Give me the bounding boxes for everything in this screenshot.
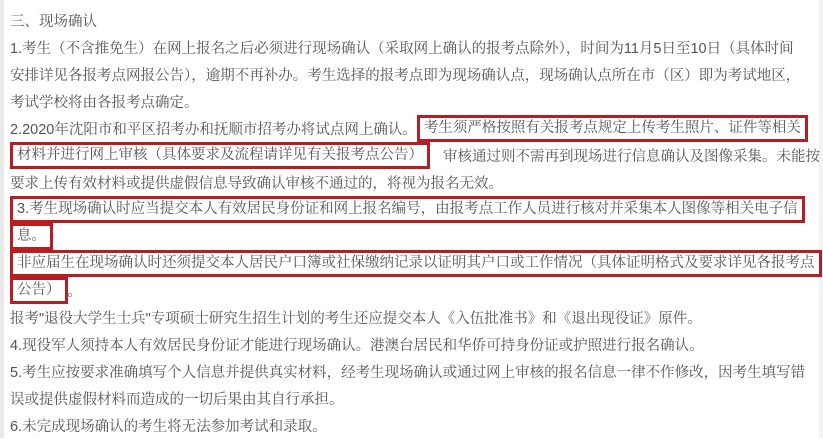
highlighted-text: 息。 [10,223,53,249]
section-title: 三、现场确认 [10,14,97,30]
text-segment: 安排详见各报考点网报公告），逾期不再补办。考生选择的报考点即为现场确认点，现场确认点所在市（区）即为考试地区， [10,68,801,84]
text-segment: 误或提供虚假材料而造成的一切后果由其自行承担。 [10,392,344,408]
text-segment: 2.2020年沈阳市和平区招考办和抚顺市招考办将试点网上确认。 [10,122,417,138]
highlighted-text: 材料并进行网上审核（具体要求及流程请详见有关报考点公告） [10,142,430,168]
text-segment: 考试学校将由各报考点确定。 [10,95,199,111]
highlighted-text: 非应届生在现场确认时还须提交本人居民户口簿或社保缴纳记录以证明其户口或工作情况（具体证明格式及要求详见各报考点 [10,250,822,276]
text-segment: 报考"退役大学生士兵"专项硕士研究生招生计划的考生还应提交本人《入伍批准书》和《退出现役证》原件。 [10,311,702,327]
text-line [10,88,823,115]
text-segment: 要求上传有效材料或提供虚假信息导致确认审核不通过的，将视为报名无效。 [10,176,503,192]
text-segment: 。 [67,284,82,300]
text-line [10,412,823,439]
text-line [10,385,823,412]
text-segment: 1.考生（不含推免生）在网上报名之后必须进行现场确认（采取网上确认的报考点除外），时间为11月5日至10日（具体时间 [10,41,794,57]
text-line [10,115,823,142]
text-line [10,304,823,331]
text-line [10,331,823,358]
text-line [10,358,823,385]
text-segment: 4.现役军人须持本人有效居民身份证才能进行现场确认。港澳台居民和华侨可持身份证或护照进行报名确认。 [10,338,704,354]
text-line [10,223,823,250]
text-line [10,196,823,223]
highlighted-text: 3.考生现场确认时应当提交本人有效居民身份证和网上报名编号，由报考点工作人员进行核对并采集本人图像等相关电子信 [10,196,805,222]
highlighted-text: 考生须严格按照有关报考点规定上传考生照片、证件等相关 [417,115,808,141]
text-line [10,61,823,88]
text-segment: 6.未完成现场确认的考生将无法参加考试和录取。 [10,419,327,435]
text-line [10,250,823,277]
text-line [10,277,823,304]
text-line [10,142,823,169]
text-segment: 审核通过则不需再到现场进行信息确认及图像采集。未能按 [443,149,820,165]
text-segment: 5.考生应按要求准确填写个人信息并提供真实材料，经考生现场确认或通过网上审核的报名信息一律不作修改，因考生填写错 [10,365,806,381]
text-line [10,169,823,196]
text-line [10,34,823,61]
highlighted-text: 公告） [10,277,68,303]
